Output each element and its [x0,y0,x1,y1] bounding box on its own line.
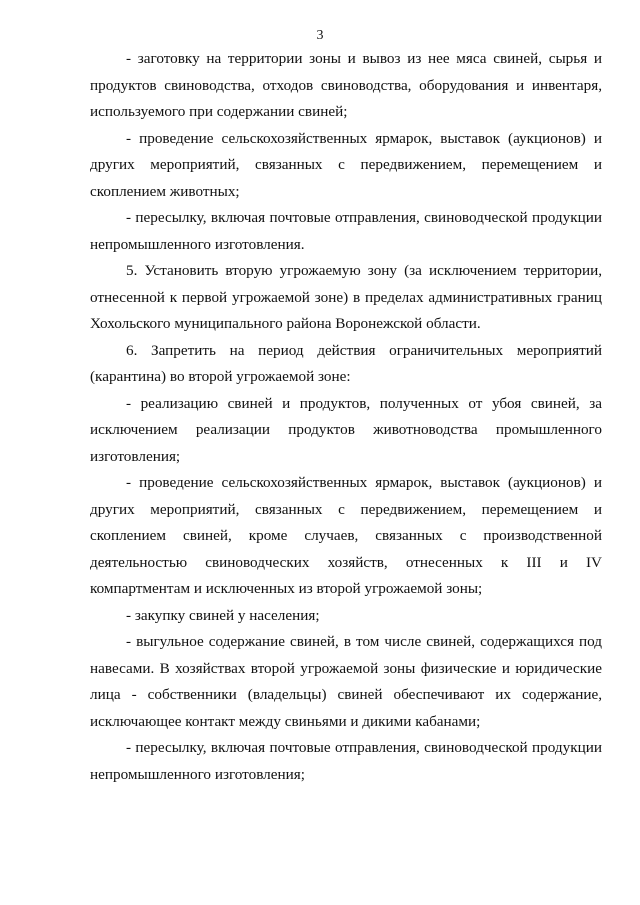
paragraph-procurement-ban: - заготовку на территории зоны и вывоз из нее мяса свиней, сырья и продуктов свиноводства, отходов свиноводства, оборудования и инвентаря, используемого при содержании свиней; [90,50,602,120]
paragraph-item-5: 5. Установить вторую угрожаемую зону (за исключением территории, отнесенной к первой угрожаемой зоне) в пределах административных границ Хохольского муниципального района Воронежской области. [90,262,602,332]
paragraph-mailing-ban-2: - пересылку, включая почтовые отправления, свиноводческой продукции непромышленного изготовления; [90,739,602,783]
paragraph-free-range-ban: - выгульное содержание свиней, в том числе свиней, содержащихся под навесами. В хозяйствах второй угрожаемой зоны физические и юридические лица - собственники (владельцы) свиней обеспечивают их содержание, исключающее контакт между свиньями и дикими кабанами; [90,633,602,730]
paragraph-item-6: 6. Запретить на период действия ограничительных мероприятий (карантина) во второй угрожаемой зоне: [90,341,602,385]
page-number: 3 [316,28,324,43]
paragraph-purchase-ban: - закупку свиней у населения; [126,606,320,624]
paragraph-fairs-ban-pigs: - проведение сельскохозяйственных ярмарок, выставок (аукционов) и других мероприятий, связанных с передвижением, перемещением и скоплением свиней, кроме случаев, связанных с производственной деятельностью свиноводческих хозяйств, отнесенных к III и IV компартментам и исключенных из второй угрожаемой зоны; [90,474,602,597]
paragraph-mailing-ban-1: - пересылку, включая почтовые отправления, свиноводческой продукции непромышленного изготовления. [90,209,602,253]
paragraph-fairs-ban-animals: - проведение сельскохозяйственных ярмарок, выставок (аукционов) и других мероприятий, связанных с передвижением, перемещением и скоплением животных; [90,129,602,200]
paragraph-sale-ban: - реализацию свиней и продуктов, полученных от убоя свиней, за исключением реализации продуктов животноводства промышленного изготовления; [90,394,602,465]
document-body [90,46,602,788]
